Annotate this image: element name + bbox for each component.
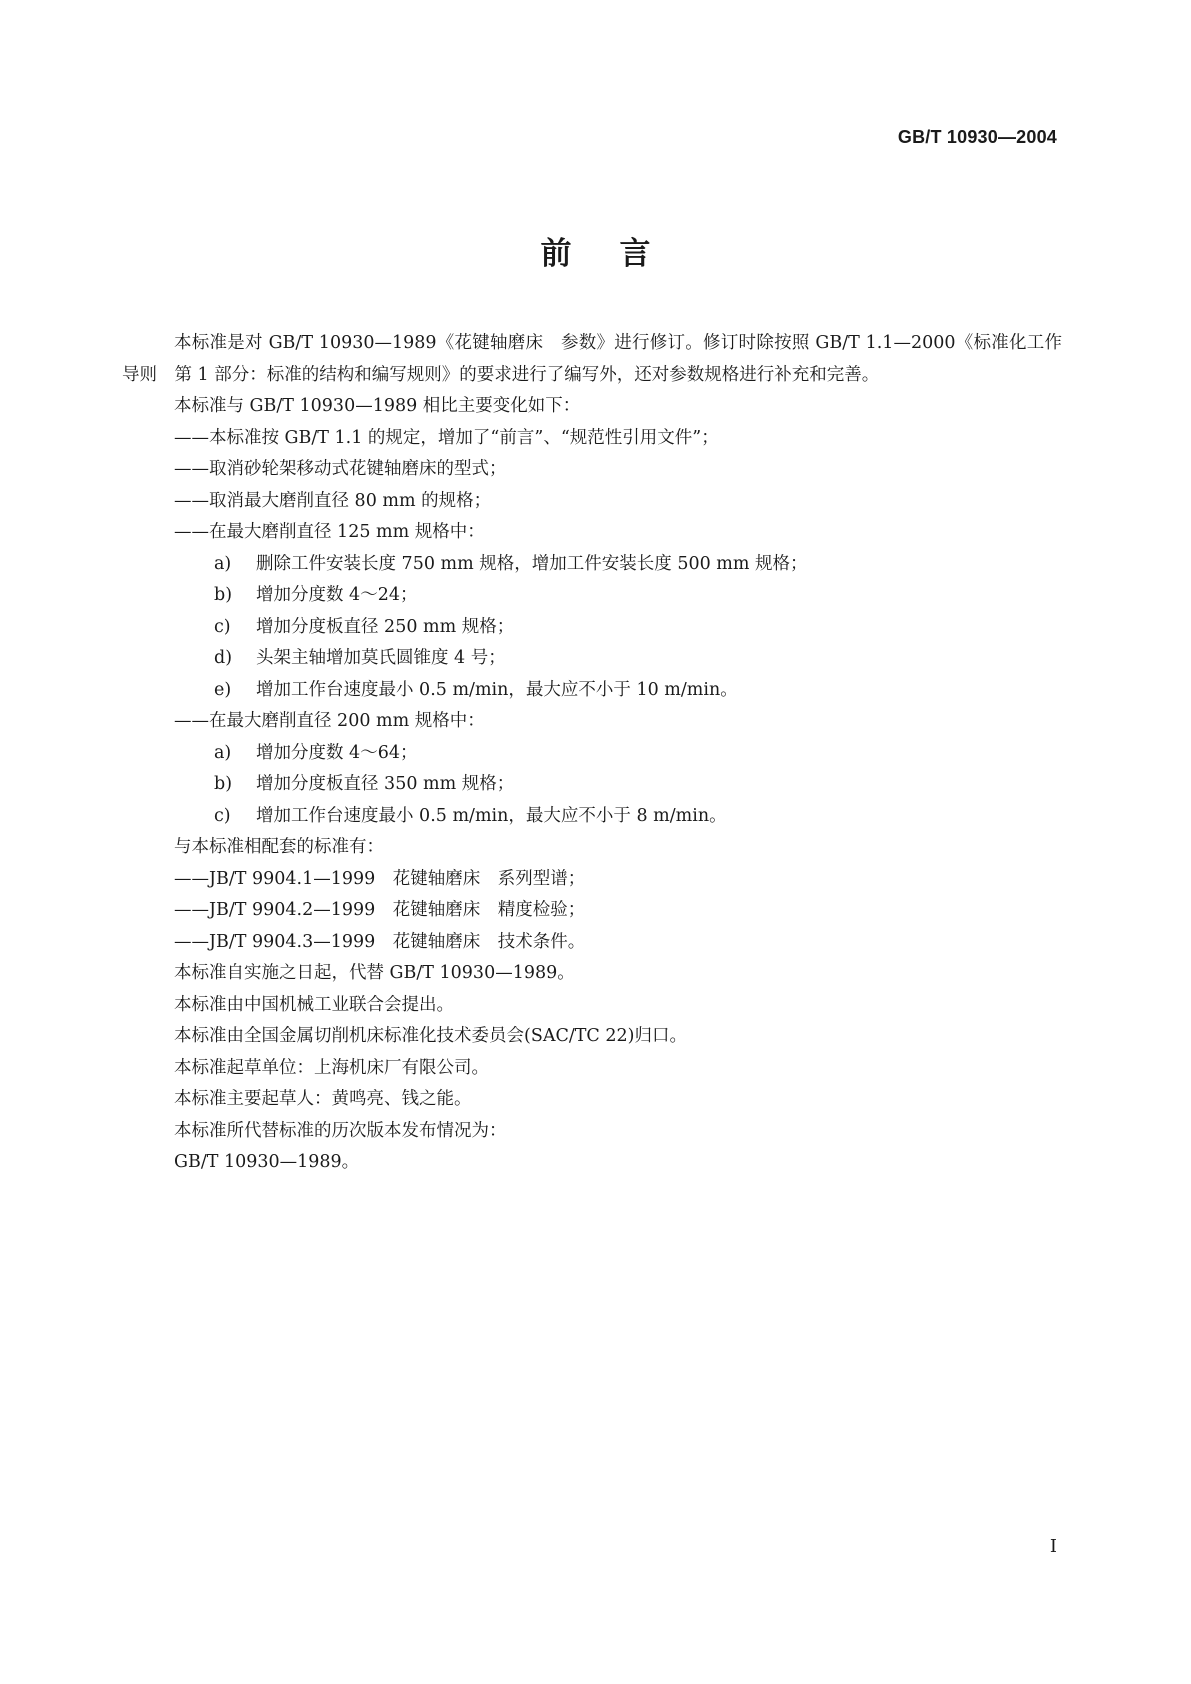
sub-item bbox=[122, 643, 1062, 675]
sub-item bbox=[122, 738, 1062, 770]
related-standard: ——JB/T 9904.2—1999 花键轴磨床 精度检验； bbox=[174, 900, 586, 920]
change-item: ——在最大磨削直径 200 mm 规格中： bbox=[174, 711, 485, 731]
sub-item-label: e) bbox=[214, 679, 232, 700]
sub-item-label: c) bbox=[214, 616, 231, 637]
sub-item-label: d) bbox=[214, 648, 233, 668]
sub-item-text: 头架主轴增加莫氏圆锥度 4 号； bbox=[256, 648, 506, 668]
sub-item bbox=[122, 580, 1062, 612]
statement: 本标准自实施之日起，代替 GB/T 10930—1989。 bbox=[174, 963, 575, 983]
sub-item bbox=[122, 801, 1062, 833]
related-standard: ——JB/T 9904.3—1999 花键轴磨床 技术条件。 bbox=[174, 931, 586, 952]
sub-item bbox=[122, 549, 1062, 581]
sub-item bbox=[122, 769, 1062, 801]
sub-item-text: 删除工件安装长度 750 mm 规格，增加工件安装长度 500 mm 规格； bbox=[256, 553, 808, 574]
sub-item-text: 增加分度数 4～24； bbox=[256, 585, 418, 605]
related-intro: 与本标准相配套的标准有： bbox=[174, 837, 384, 857]
sub-item-text: 增加工作台速度最小 0.5 m/min，最大应不小于 10 m/min。 bbox=[256, 679, 738, 700]
statement: 本标准由中国机械工业联合会提出。 bbox=[174, 994, 454, 1015]
change-item: ——取消砂轮架移动式花键轴磨床的型式； bbox=[174, 459, 507, 479]
standard-code: GB/T 10930—2004 bbox=[897, 127, 1057, 147]
change-item: ——本标准按 GB/T 1.1 的规定，增加了“前言”、“规范性引用文件”； bbox=[174, 427, 719, 448]
sub-item bbox=[122, 612, 1062, 644]
change-item: ——取消最大磨削直径 80 mm 的规格； bbox=[174, 490, 492, 511]
sub-item-label: c) bbox=[214, 805, 231, 826]
sub-item-text: 增加分度板直径 250 mm 规格； bbox=[256, 616, 515, 637]
sub-item-text: 增加分度数 4～64； bbox=[256, 742, 418, 763]
page-number: I bbox=[1049, 1536, 1057, 1557]
sub-item-text: 增加分度板直径 350 mm 规格； bbox=[256, 774, 515, 794]
sub-item-label: a) bbox=[214, 742, 232, 763]
statement: 本标准所代替标准的历次版本发布情况为： bbox=[174, 1120, 507, 1141]
sub-item-label: b) bbox=[214, 585, 233, 605]
change-item: ——在最大磨削直径 125 mm 规格中： bbox=[174, 522, 485, 542]
statement: 本标准由全国金属切削机床标准化技术委员会(SAC/TC 22)归口。 bbox=[174, 1026, 687, 1046]
foreword-body bbox=[122, 328, 1062, 1179]
statement: 本标准起草单位：上海机床厂有限公司。 bbox=[174, 1057, 489, 1078]
statement: 本标准主要起草人：黄鸣亮、钱之能。 bbox=[174, 1089, 472, 1109]
history-version: GB/T 10930—1989。 bbox=[174, 1152, 360, 1172]
intro-paragraph: 本标准是对 GB/T 10930—1989《花键轴磨床 参数》进行修订。修订时除按照 GB/T 1.1—2000《标准化工作导则 第 1 部分：标准的结构和编写规则》的要求进行了编写外，还对参数规格进行补充和完善。 bbox=[122, 333, 1062, 385]
sub-item-text: 增加工作台速度最小 0.5 m/min，最大应不小于 8 m/min。 bbox=[256, 805, 727, 826]
sub-item bbox=[122, 675, 1062, 707]
sub-item-label: a) bbox=[214, 553, 232, 574]
sub-item-label: b) bbox=[214, 774, 233, 794]
related-standard: ——JB/T 9904.1—1999 花键轴磨床 系列型谱； bbox=[174, 868, 586, 889]
page-title: 前言 bbox=[540, 236, 699, 272]
changes-intro: 本标准与 GB/T 10930—1989 相比主要变化如下： bbox=[174, 396, 581, 416]
